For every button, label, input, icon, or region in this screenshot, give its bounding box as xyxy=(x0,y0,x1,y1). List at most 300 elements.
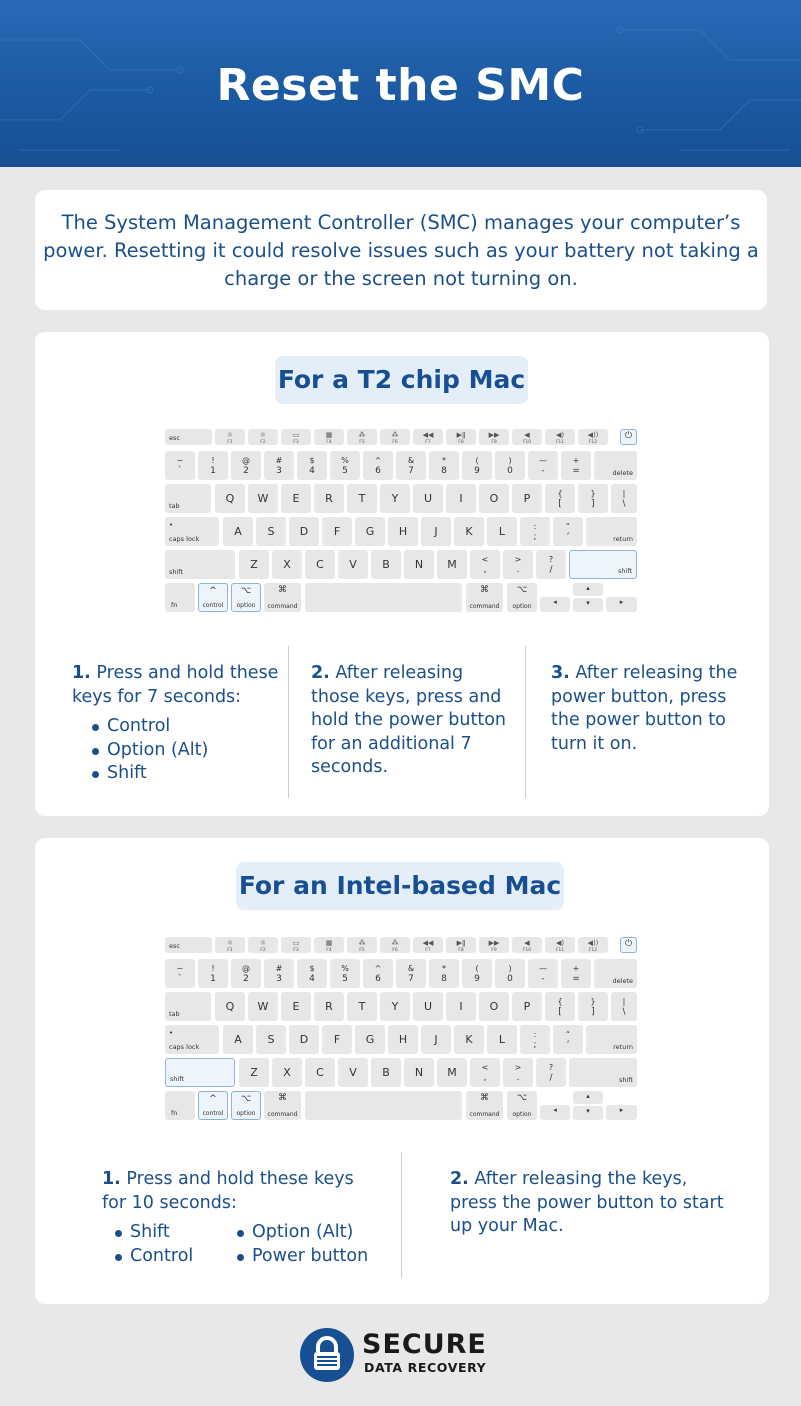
key-label: G xyxy=(365,1033,375,1046)
key-3 xyxy=(264,451,294,480)
key-label: ` xyxy=(177,974,183,984)
key-0 xyxy=(495,959,525,988)
t2-step-2-num: 2. xyxy=(311,663,330,683)
command-symbol: ⌘ xyxy=(278,585,287,595)
key-label: F8 xyxy=(458,948,464,953)
key-shift-label: < xyxy=(481,1063,489,1072)
key-label: I xyxy=(459,1000,463,1013)
key-shift-label: + xyxy=(572,964,580,973)
key-shift-label: % xyxy=(341,456,349,465)
key-f xyxy=(322,1025,352,1054)
key-shift-label: ) xyxy=(508,456,512,465)
key-t xyxy=(347,484,377,513)
key-command-label: command xyxy=(267,1111,298,1118)
key-icon: ⁂ xyxy=(358,431,366,439)
key-label: R xyxy=(325,1000,333,1013)
t2-section-title: For a T2 chip Mac xyxy=(275,356,528,404)
key-icon: ◀) xyxy=(555,431,565,439)
key-l xyxy=(487,1025,517,1054)
key-space xyxy=(305,583,462,612)
t2-step-3-num: 3. xyxy=(551,663,570,683)
key-label: . xyxy=(516,565,520,575)
key-c xyxy=(305,1058,335,1087)
option-symbol: ⌥ xyxy=(240,586,252,596)
key-label: 6 xyxy=(375,974,381,984)
key-shift-right xyxy=(569,550,637,579)
key-shift-label: { xyxy=(557,489,563,498)
key-label: D xyxy=(299,1033,309,1046)
key-label: F5 xyxy=(359,440,365,445)
key-f3 xyxy=(281,429,311,445)
key-label: N xyxy=(414,1066,424,1079)
key-= xyxy=(561,959,591,988)
key-d xyxy=(289,517,319,546)
key-shift-right-label: shift xyxy=(618,1076,633,1084)
key-label: C xyxy=(316,1066,324,1079)
key-f1 xyxy=(215,429,245,445)
intel-step-1 xyxy=(102,1168,372,1273)
key-u xyxy=(413,992,443,1021)
key-label: G xyxy=(365,525,375,538)
key-shift-label: * xyxy=(442,456,446,465)
key-symbol xyxy=(536,1058,566,1087)
key-label: F4 xyxy=(326,440,332,445)
key-shift-label: % xyxy=(341,964,349,973)
header-banner xyxy=(0,0,801,167)
key-label: F xyxy=(333,1033,341,1046)
key-f8 xyxy=(446,937,476,953)
key-arrow-down xyxy=(573,598,603,612)
key-arrow-down xyxy=(573,1106,603,1120)
key-space xyxy=(305,1091,462,1120)
key-label: 0 xyxy=(507,466,513,476)
key-b xyxy=(371,550,401,579)
key-shift-label: ? xyxy=(548,555,554,564)
list-item: Control xyxy=(95,1245,193,1269)
t2-step-3 xyxy=(551,662,741,756)
control-symbol: ^ xyxy=(209,1094,217,1104)
key-f5 xyxy=(347,429,377,445)
key-label: F1 xyxy=(227,440,233,445)
key-label: M xyxy=(447,558,457,571)
intel-section-title: For an Intel-based Mac xyxy=(236,862,564,910)
key-= xyxy=(561,451,591,480)
key-icon: ◀)) xyxy=(587,939,599,947)
key-label: 3 xyxy=(276,974,282,984)
key-icon: ☼ xyxy=(259,431,267,439)
intel-list-right xyxy=(217,1221,368,1268)
key-label: Q xyxy=(225,1000,235,1013)
key-label: B xyxy=(382,558,390,571)
key-e xyxy=(281,992,311,1021)
key-icon: ▦ xyxy=(325,431,333,439)
key-shift-label: { xyxy=(557,997,563,1006)
key-label: 0 xyxy=(507,974,513,984)
key-label: F7 xyxy=(425,948,431,953)
key-icon: ▶▶ xyxy=(488,939,500,947)
key-label: 4 xyxy=(309,974,315,984)
key-label: 5 xyxy=(342,974,348,984)
key-label: J xyxy=(434,1033,438,1046)
key-label: ] xyxy=(591,499,595,509)
key-command-label: command xyxy=(267,603,298,610)
logo-word-secure: SECURE xyxy=(362,1329,487,1360)
key-shift-label: ( xyxy=(475,964,479,973)
key-shift-label: ? xyxy=(548,1063,554,1072)
key-symbol xyxy=(470,1058,500,1087)
option-symbol: ⌥ xyxy=(516,1093,528,1103)
key-fn xyxy=(165,583,195,612)
key-label: ’ xyxy=(566,1040,570,1050)
key-shift-label: > xyxy=(514,1063,522,1072)
key-shift-label: # xyxy=(275,964,283,973)
key-label: C xyxy=(316,558,324,571)
key-shift-label: ^ xyxy=(374,456,382,465)
key-arrow-left xyxy=(540,1105,570,1120)
key-f10 xyxy=(512,429,542,445)
key-label: U xyxy=(423,492,433,505)
key-f4 xyxy=(314,429,344,445)
key-symbol xyxy=(553,1025,583,1054)
key-delete-label: delete xyxy=(612,977,633,985)
key-shift-label: — xyxy=(539,456,547,465)
key-icon: ☼ xyxy=(259,939,267,947)
key-esc xyxy=(165,937,212,953)
logo-word-data-recovery: DATA RECOVERY xyxy=(364,1360,487,1375)
key-u xyxy=(413,484,443,513)
key-label: D xyxy=(299,525,309,538)
t2-step-1-num: 1. xyxy=(72,663,91,683)
key-shift-label: } xyxy=(590,997,596,1006)
key-icon: ◀ xyxy=(524,431,530,439)
command-symbol: ⌘ xyxy=(480,585,489,595)
arrow-left-icon: ◂ xyxy=(553,598,557,606)
key-arrow-up xyxy=(573,1091,603,1104)
key-v xyxy=(338,550,368,579)
key-delete xyxy=(594,959,637,988)
key-g xyxy=(355,1025,385,1054)
key-label: B xyxy=(382,1066,390,1079)
t2-step-3-text: After releasing the power button, press the power button to turn it on. xyxy=(551,663,738,754)
key-option-right xyxy=(507,1091,537,1120)
key-tilde xyxy=(165,959,195,988)
key-option-label: option xyxy=(512,603,532,610)
divider xyxy=(288,646,289,798)
command-symbol: ⌘ xyxy=(278,1093,287,1103)
key-shift-label: $ xyxy=(309,964,315,973)
key-4 xyxy=(297,959,327,988)
key-x xyxy=(272,1058,302,1087)
key-label: 9 xyxy=(474,974,480,984)
key-shift-label: ( xyxy=(475,456,479,465)
key-icon: ☼ xyxy=(226,431,234,439)
key-label: K xyxy=(465,525,473,538)
key-f2 xyxy=(248,429,278,445)
key-fn-label: fn xyxy=(171,1109,178,1117)
key-label: - xyxy=(541,974,545,984)
key-y xyxy=(380,484,410,513)
key-label: P xyxy=(523,1000,531,1013)
key-label: F12 xyxy=(588,440,598,445)
key-shift-label: < xyxy=(481,555,489,564)
key-icon: ▭ xyxy=(292,939,300,947)
key-command-label: command xyxy=(469,603,500,610)
key-d xyxy=(289,1025,319,1054)
key-label: 7 xyxy=(408,466,414,476)
key-a xyxy=(223,1025,253,1054)
intel-step-2 xyxy=(450,1168,730,1239)
key-label: [ xyxy=(558,499,562,509)
key-f12 xyxy=(578,937,608,953)
arrow-up-icon: ▴ xyxy=(586,1092,590,1100)
key-label: H xyxy=(398,1033,408,1046)
key-8 xyxy=(429,451,459,480)
key-b xyxy=(371,1058,401,1087)
key-caps-label: caps lock xyxy=(169,535,200,543)
key-label: T xyxy=(358,492,366,505)
key-3 xyxy=(264,959,294,988)
key-v xyxy=(338,1058,368,1087)
key-tab-label: tab xyxy=(169,502,180,510)
list-item: Control xyxy=(72,715,282,739)
intro-text: The System Management Controller (SMC) manages your computer’s power. Resetting it could resolve issues such as your battery not taking a charge or the screen not turning on. xyxy=(43,211,759,290)
key-option-label: option xyxy=(512,1111,532,1118)
key-label: Z xyxy=(250,558,258,571)
list-item: Option (Alt) xyxy=(72,739,282,763)
key-label: 7 xyxy=(408,974,414,984)
key-command-left xyxy=(264,583,301,612)
key-shift-label: — xyxy=(539,964,547,973)
key-label: F8 xyxy=(458,440,464,445)
key-label: U xyxy=(423,1000,433,1013)
key-symbol xyxy=(578,484,608,513)
key-label: Z xyxy=(250,1066,258,1079)
power-icon: ⏻ xyxy=(624,939,633,949)
key-label: W xyxy=(257,492,269,505)
key-p xyxy=(512,992,542,1021)
key-symbol xyxy=(470,550,500,579)
key-label: F6 xyxy=(392,948,398,953)
key-label: 8 xyxy=(441,466,447,476)
key-f6 xyxy=(380,429,410,445)
key-tab xyxy=(165,484,211,513)
key-return xyxy=(586,1025,637,1054)
key-symbol xyxy=(520,517,550,546)
key-label: L xyxy=(498,525,506,538)
key-label: L xyxy=(498,1033,506,1046)
key-shift-label: | xyxy=(622,489,626,498)
key-label: R xyxy=(325,492,333,505)
key-c xyxy=(305,550,335,579)
key-i xyxy=(446,484,476,513)
key-shift-left-label: shift xyxy=(170,1075,185,1083)
key-shift-left xyxy=(165,1058,235,1087)
key-return-label: return xyxy=(613,535,633,543)
key-esc xyxy=(165,429,212,445)
key-a xyxy=(223,517,253,546)
key-label: F1 xyxy=(227,948,233,953)
key-label: 1 xyxy=(210,466,216,476)
key-label: I xyxy=(459,492,463,505)
key-label: K xyxy=(465,1033,473,1046)
key-command-right xyxy=(466,1091,503,1120)
arrow-left-icon: ◂ xyxy=(553,1106,557,1114)
command-symbol: ⌘ xyxy=(480,1093,489,1103)
key-label: F xyxy=(333,525,341,538)
key-option-right xyxy=(507,583,537,612)
key-shift-right xyxy=(569,1058,637,1087)
key-label: = xyxy=(572,974,580,984)
key-label: X xyxy=(283,558,291,571)
t2-step-2-text: After releasing those keys, press and hold the power button for an additional 7 seconds. xyxy=(311,663,506,777)
key-shift-label: | xyxy=(622,997,626,1006)
key-option-label: option xyxy=(236,1110,256,1117)
key-f7 xyxy=(413,937,443,953)
key-icon: ⁂ xyxy=(391,431,399,439)
key-return-label: return xyxy=(613,1043,633,1051)
key-shift-left-label: shift xyxy=(169,568,184,576)
key-1 xyxy=(198,451,228,480)
key-label: F11 xyxy=(555,440,565,445)
key-m xyxy=(437,550,467,579)
key-f6 xyxy=(380,937,410,953)
key-n xyxy=(404,550,434,579)
lock-icon xyxy=(300,1328,354,1382)
key-label: N xyxy=(414,558,424,571)
key-label: 6 xyxy=(375,466,381,476)
intel-list-left xyxy=(95,1221,193,1268)
key-k xyxy=(454,517,484,546)
key-label: F7 xyxy=(425,440,431,445)
key-label: Y xyxy=(391,1000,399,1013)
key-r xyxy=(314,484,344,513)
key-label: 1 xyxy=(210,974,216,984)
key-symbol xyxy=(578,992,608,1021)
key-label: F9 xyxy=(491,440,497,445)
key-label: S xyxy=(267,1033,275,1046)
secure-data-recovery-logo xyxy=(300,1327,510,1383)
key-power xyxy=(620,429,637,445)
key-label: O xyxy=(489,1000,499,1013)
key-label: Y xyxy=(391,492,399,505)
key-icon: ◀)) xyxy=(587,431,599,439)
key-label: F9 xyxy=(491,948,497,953)
key-r xyxy=(314,992,344,1021)
key-symbol xyxy=(553,517,583,546)
key-f9 xyxy=(479,937,509,953)
arrow-up-icon: ▴ xyxy=(586,584,590,592)
key-label: 2 xyxy=(243,466,249,476)
key-shift-label: & xyxy=(407,964,415,973)
key-f2 xyxy=(248,937,278,953)
list-item: Option (Alt) xyxy=(217,1221,368,1245)
key-icon: ◀◀ xyxy=(422,939,434,947)
key-shift-label: ^ xyxy=(374,964,382,973)
key-1 xyxy=(198,959,228,988)
option-symbol: ⌥ xyxy=(516,585,528,595)
key-g xyxy=(355,517,385,546)
key-delete-label: delete xyxy=(612,469,633,477)
key-f xyxy=(322,517,352,546)
key-shift-label: ~ xyxy=(176,964,184,973)
key-label: F5 xyxy=(359,948,365,953)
key-shift-label: > xyxy=(514,555,522,564)
key-8 xyxy=(429,959,459,988)
key-control xyxy=(198,1091,228,1120)
key-m xyxy=(437,1058,467,1087)
key-o xyxy=(479,992,509,1021)
key-symbol xyxy=(545,992,575,1021)
key-f1 xyxy=(215,937,245,953)
key-label: / xyxy=(549,1073,553,1083)
key-icon: ▶ǁ xyxy=(456,431,466,439)
key-label: F2 xyxy=(260,948,266,953)
key-q xyxy=(215,484,245,513)
key-t xyxy=(347,992,377,1021)
key-tab-label: tab xyxy=(169,1010,180,1018)
key-shift-label: } xyxy=(590,489,596,498)
power-icon: ⏻ xyxy=(624,431,633,441)
key-s xyxy=(256,1025,286,1054)
key-f11 xyxy=(545,429,575,445)
key-label: F4 xyxy=(326,948,332,953)
key-label: E xyxy=(292,1000,300,1013)
key-7 xyxy=(396,959,426,988)
key-label: - xyxy=(541,466,545,476)
key-label: F3 xyxy=(293,440,299,445)
key-shift-label: ! xyxy=(211,964,215,973)
key-label: . xyxy=(516,1073,520,1083)
key-label: 2 xyxy=(243,974,249,984)
intel-section-card xyxy=(35,838,769,1304)
key-shift-label: : xyxy=(533,1030,537,1039)
intel-step-2-num: 2. xyxy=(450,1169,469,1189)
key-label: , xyxy=(483,1073,487,1083)
control-symbol: ^ xyxy=(209,586,217,596)
intro-card xyxy=(35,190,767,310)
key-icon: ◀ xyxy=(524,939,530,947)
key-z xyxy=(239,550,269,579)
key-power xyxy=(620,937,637,953)
key-command-label: command xyxy=(469,1111,500,1118)
key-label: M xyxy=(447,1066,457,1079)
key-control xyxy=(198,583,228,612)
key-label: V xyxy=(349,1066,357,1079)
key-caps-label: caps lock xyxy=(169,1043,200,1051)
key-f4 xyxy=(314,937,344,953)
key-j xyxy=(421,1025,451,1054)
key-shift-label: @ xyxy=(242,964,250,973)
key-esc-label: esc xyxy=(169,434,180,442)
key-label: A xyxy=(234,525,242,538)
key-y xyxy=(380,992,410,1021)
t2-step-1-list xyxy=(72,715,282,786)
key-icon: ▦ xyxy=(325,939,333,947)
key-label: ; xyxy=(533,1040,537,1050)
key-label: ] xyxy=(591,1007,595,1017)
key-control-label: control xyxy=(202,1110,224,1117)
key-label: 5 xyxy=(342,466,348,476)
key-tab xyxy=(165,992,211,1021)
t2-section-card xyxy=(35,332,769,816)
key-icon: ▶▶ xyxy=(488,431,500,439)
key-5 xyxy=(330,451,360,480)
caps-indicator: • xyxy=(169,521,174,529)
key-symbol xyxy=(611,992,637,1021)
key-x xyxy=(272,550,302,579)
key-label: 3 xyxy=(276,466,282,476)
key-q xyxy=(215,992,245,1021)
